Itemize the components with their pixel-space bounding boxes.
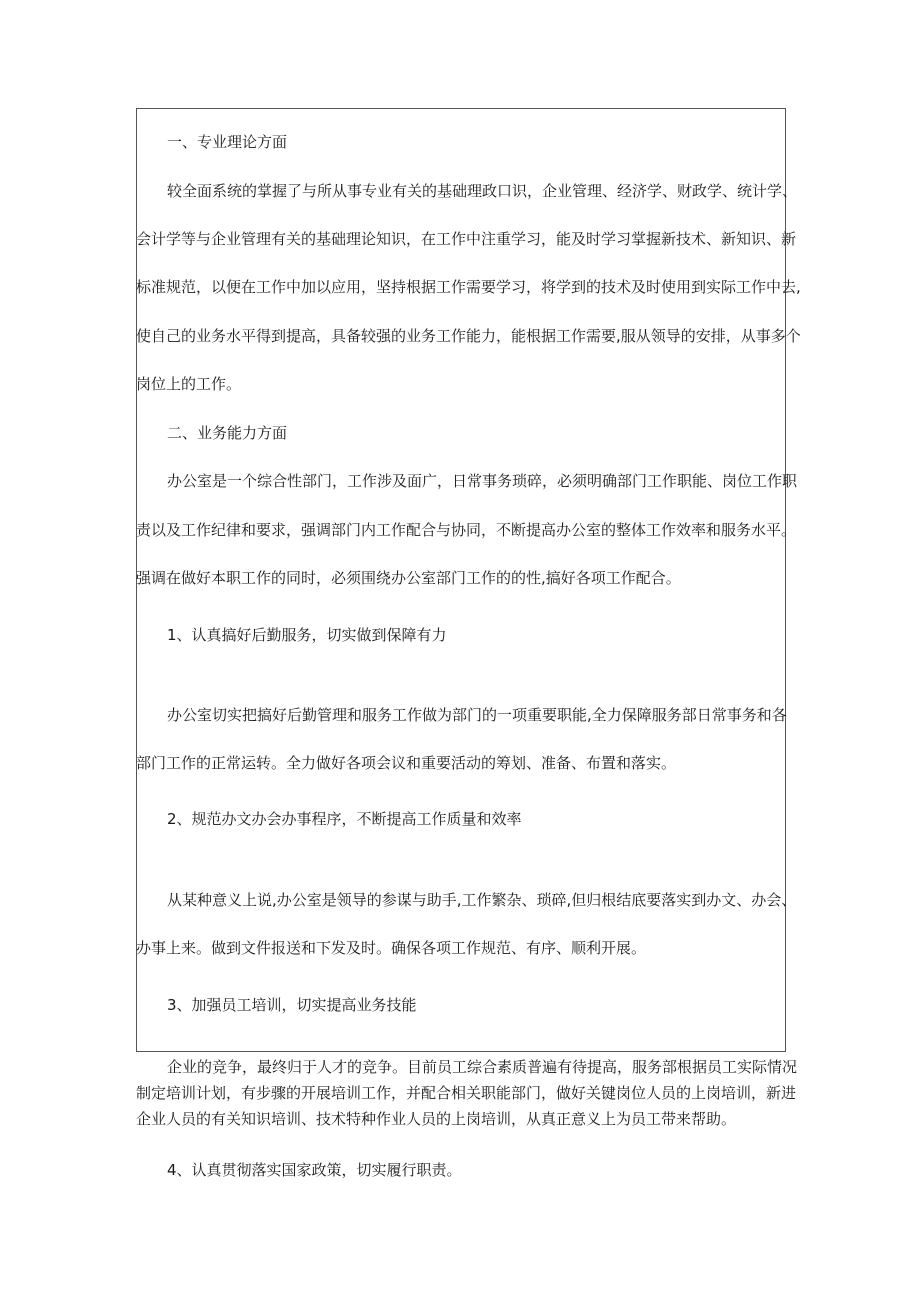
section2-line-2: 责以及工作纪律和要求，强调部门内工作配合与协同，不断提高办公室的整体工作效率和服务水平。 bbox=[136, 521, 797, 539]
item2-line-1: 从某种意义上说,办公室是领导的参谋与助手,工作繁杂、琐碎,但归根结底要落实到办文、办会、 bbox=[167, 891, 797, 909]
item3-line-2: 制定培训计划，有步骤的开展培训工作，并配合相关职能部门，做好关键岗位人员的上岗培训，新进 bbox=[136, 1084, 797, 1102]
item1-heading: 1、认真搞好后勤服务，切实做到保障有力 bbox=[167, 626, 447, 644]
section2-heading: 二、业务能力方面 bbox=[167, 424, 288, 442]
section2-line-3: 强调在做好本职工作的同时，必须围绕办公室部门工作的的性,搞好各项工作配合。 bbox=[136, 569, 681, 587]
section1-line-5: 岗位上的工作。 bbox=[136, 375, 242, 393]
item4-heading: 4、认真贯彻落实国家政策，切实履行职责。 bbox=[167, 1161, 462, 1179]
section2-line-1: 办公室是一个综合性部门，工作涉及面广，日常事务琐碎，必须明确部门工作职能、岗位工作职 bbox=[167, 472, 798, 490]
item1-line-2: 部门工作的正常运转。全力做好各项会议和重要活动的筹划、准备、布置和落实。 bbox=[136, 754, 677, 772]
section1-line-4: 使自己的业务水平得到提高，具备较强的业务工作能力，能根据工作需要,服从领导的安排，从事多个 bbox=[136, 327, 801, 345]
section1-line-3: 标准规范，以便在工作中加以应用，坚持根据工作需要学习，将学到的技术及时使用到实际工作中去, bbox=[136, 278, 801, 296]
item3-heading: 3、加强员工培训，切实提高业务技能 bbox=[167, 996, 417, 1014]
item1-line-1: 办公室切实把搞好后勤管理和服务工作做为部门的一项重要职能,全力保障服务部日常事务和各 bbox=[167, 706, 787, 724]
section1-line-1: 较全面系统的掌握了与所从事专业有关的基础理政口识，企业管理、经济学、财政学、统计学、 bbox=[167, 182, 798, 200]
section1-line-2: 会计学等与企业管理有关的基础理论知识，在工作中注重学习，能及时学习掌握新技术、新知识、新 bbox=[136, 230, 797, 248]
item2-heading: 2、规范办文办会办事程序，不断提高工作质量和效率 bbox=[167, 810, 522, 828]
item2-line-2: 办事上来。做到文件报送和下发及时。确保各项工作规范、有序、顺利开展。 bbox=[136, 939, 647, 957]
section1-heading: 一、专业理论方面 bbox=[167, 133, 288, 151]
item3-line-1: 企业的竞争，最终归于人才的竞争。目前员工综合素质普遍有待提高，服务部根据员工实际情况 bbox=[167, 1058, 798, 1076]
item3-line-3: 企业人员的有关知识培训、技术特种作业人员的上岗培训，从真正意义上为员工带来帮助。 bbox=[136, 1110, 737, 1128]
